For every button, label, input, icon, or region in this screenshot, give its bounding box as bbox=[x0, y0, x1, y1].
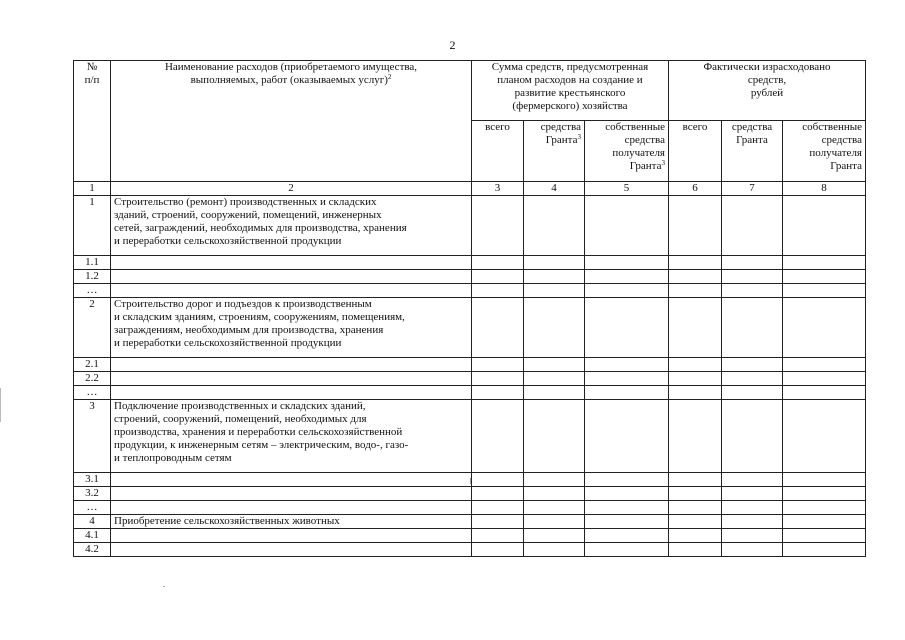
header-planned-grant: средства Гранта$^3$ bbox=[524, 121, 585, 182]
amount-cell bbox=[585, 529, 669, 543]
amount-cell bbox=[669, 298, 722, 358]
amount-cell bbox=[722, 256, 783, 270]
amount-cell bbox=[722, 543, 783, 557]
row-description: Приобретение сельскохозяйственных животных bbox=[111, 515, 472, 529]
table-row bbox=[74, 400, 866, 473]
scan-edge-mark bbox=[0, 388, 1, 422]
amount-cell bbox=[722, 284, 783, 298]
column-number: 2 bbox=[111, 182, 472, 196]
pen-mark bbox=[470, 478, 471, 484]
amount-cell bbox=[783, 358, 866, 372]
amount-cell bbox=[472, 372, 524, 386]
row-number: 2 bbox=[74, 298, 111, 358]
row-number: 3 bbox=[74, 400, 111, 473]
row-number: 2.1 bbox=[74, 358, 111, 372]
amount-cell bbox=[722, 372, 783, 386]
row-number: … bbox=[74, 501, 111, 515]
amount-cell bbox=[472, 501, 524, 515]
table-row bbox=[74, 358, 866, 372]
header-actual-total: всего bbox=[669, 121, 722, 182]
amount-cell bbox=[472, 515, 524, 529]
row-description: Строительство дорог и подъездов к производственным и складским зданиям, строениям, сооружениям, помещениям, заграждениям, необходимым для производства, хранения и переработки сельскохозяйственной продукции bbox=[111, 298, 472, 358]
amount-cell bbox=[585, 543, 669, 557]
amount-cell bbox=[669, 487, 722, 501]
amount-cell bbox=[783, 256, 866, 270]
amount-cell bbox=[783, 298, 866, 358]
row-description bbox=[111, 372, 472, 386]
amount-cell bbox=[669, 386, 722, 400]
amount-cell bbox=[472, 270, 524, 284]
amount-cell bbox=[669, 515, 722, 529]
amount-cell bbox=[524, 515, 585, 529]
amount-cell bbox=[722, 196, 783, 256]
amount-cell bbox=[722, 529, 783, 543]
amount-cell bbox=[472, 543, 524, 557]
amount-cell bbox=[472, 298, 524, 358]
amount-cell bbox=[722, 400, 783, 473]
column-number: 1 bbox=[74, 182, 111, 196]
amount-cell bbox=[524, 372, 585, 386]
row-description bbox=[111, 487, 472, 501]
column-number: 3 bbox=[472, 182, 524, 196]
row-number: 4 bbox=[74, 515, 111, 529]
amount-cell bbox=[524, 386, 585, 400]
amount-cell bbox=[472, 386, 524, 400]
amount-cell bbox=[722, 386, 783, 400]
column-numbers-row bbox=[74, 182, 866, 196]
row-number: 3.1 bbox=[74, 473, 111, 487]
column-number: 4 bbox=[524, 182, 585, 196]
amount-cell bbox=[524, 298, 585, 358]
amount-cell bbox=[669, 270, 722, 284]
amount-cell bbox=[669, 501, 722, 515]
table-row bbox=[74, 386, 866, 400]
amount-cell bbox=[585, 515, 669, 529]
amount-cell bbox=[524, 270, 585, 284]
table-row bbox=[74, 196, 866, 256]
amount-cell bbox=[524, 400, 585, 473]
row-description bbox=[111, 256, 472, 270]
amount-cell bbox=[472, 400, 524, 473]
amount-cell bbox=[669, 256, 722, 270]
table-row bbox=[74, 270, 866, 284]
header-actual-grant: средства Гранта bbox=[722, 121, 783, 182]
amount-cell bbox=[524, 473, 585, 487]
amount-cell bbox=[669, 196, 722, 256]
amount-cell bbox=[524, 543, 585, 557]
row-number: 4.2 bbox=[74, 543, 111, 557]
amount-cell bbox=[783, 487, 866, 501]
row-description bbox=[111, 270, 472, 284]
row-number: 1 bbox=[74, 196, 111, 256]
row-number: 1.1 bbox=[74, 256, 111, 270]
amount-cell bbox=[783, 501, 866, 515]
table-row bbox=[74, 284, 866, 298]
row-number: 3.2 bbox=[74, 487, 111, 501]
row-description bbox=[111, 386, 472, 400]
amount-cell bbox=[722, 501, 783, 515]
amount-cell bbox=[585, 473, 669, 487]
amount-cell bbox=[472, 256, 524, 270]
amount-cell bbox=[524, 358, 585, 372]
row-description: Подключение производственных и складских зданий, строений, сооружений, помещений, необходимых для производства, хранения и переработки сельскохозяйственной продукции, к инженерным сетям – электрическим, водо-, газо- и теплопроводным сетям bbox=[111, 400, 472, 473]
header-planned-total: всего bbox=[472, 121, 524, 182]
amount-cell bbox=[722, 358, 783, 372]
row-description bbox=[111, 529, 472, 543]
amount-cell bbox=[472, 284, 524, 298]
amount-cell bbox=[524, 487, 585, 501]
amount-cell bbox=[669, 372, 722, 386]
amount-cell bbox=[669, 529, 722, 543]
row-description bbox=[111, 473, 472, 487]
row-description bbox=[111, 358, 472, 372]
header-planned-group: Сумма средств, предусмотренная планом расходов на создание и развитие крестьянского (фермерского) хозяйства bbox=[472, 61, 669, 121]
amount-cell bbox=[472, 529, 524, 543]
amount-cell bbox=[669, 473, 722, 487]
amount-cell bbox=[783, 372, 866, 386]
header-actual-own: собственные средства получателя Гранта bbox=[783, 121, 866, 182]
header-num: № п/п bbox=[74, 61, 111, 182]
amount-cell bbox=[722, 487, 783, 501]
amount-cell bbox=[472, 487, 524, 501]
row-number: 4.1 bbox=[74, 529, 111, 543]
table-row bbox=[74, 256, 866, 270]
table-row bbox=[74, 529, 866, 543]
amount-cell bbox=[585, 284, 669, 298]
amount-cell bbox=[669, 358, 722, 372]
row-description bbox=[111, 501, 472, 515]
amount-cell bbox=[472, 473, 524, 487]
amount-cell bbox=[585, 501, 669, 515]
amount-cell bbox=[783, 473, 866, 487]
amount-cell bbox=[524, 501, 585, 515]
amount-cell bbox=[585, 270, 669, 284]
column-number: 5 bbox=[585, 182, 669, 196]
row-number: 2.2 bbox=[74, 372, 111, 386]
table-row bbox=[74, 372, 866, 386]
amount-cell bbox=[585, 196, 669, 256]
header-name: Наименование расходов (приобретаемого имущества, выполняемых, работ (оказываемых услуг)$^2$ bbox=[111, 61, 472, 182]
amount-cell bbox=[585, 400, 669, 473]
row-number: 1.2 bbox=[74, 270, 111, 284]
row-description bbox=[111, 543, 472, 557]
amount-cell bbox=[585, 386, 669, 400]
table-row bbox=[74, 543, 866, 557]
amount-cell bbox=[585, 487, 669, 501]
row-number: … bbox=[74, 284, 111, 298]
table-row bbox=[74, 515, 866, 529]
column-number: 7 bbox=[722, 182, 783, 196]
amount-cell bbox=[524, 256, 585, 270]
amount-cell bbox=[585, 256, 669, 270]
amount-cell bbox=[585, 358, 669, 372]
header-planned-own: собственные средства получателя Гранта$^3$ bbox=[585, 121, 669, 182]
row-number: … bbox=[74, 386, 111, 400]
column-number: 6 bbox=[669, 182, 722, 196]
amount-cell bbox=[669, 284, 722, 298]
row-description bbox=[111, 284, 472, 298]
amount-cell bbox=[783, 270, 866, 284]
amount-cell bbox=[585, 298, 669, 358]
amount-cell bbox=[783, 386, 866, 400]
table-row bbox=[74, 501, 866, 515]
page-number: 2 bbox=[449, 38, 456, 52]
amount-cell bbox=[524, 196, 585, 256]
amount-cell bbox=[722, 515, 783, 529]
amount-cell bbox=[669, 543, 722, 557]
amount-cell bbox=[524, 284, 585, 298]
amount-cell bbox=[783, 196, 866, 256]
amount-cell bbox=[669, 400, 722, 473]
column-number: 8 bbox=[783, 182, 866, 196]
amount-cell bbox=[783, 515, 866, 529]
table-row bbox=[74, 298, 866, 358]
table-row bbox=[74, 487, 866, 501]
amount-cell bbox=[783, 400, 866, 473]
amount-cell bbox=[472, 358, 524, 372]
scan-speck bbox=[163, 586, 165, 587]
amount-cell bbox=[524, 529, 585, 543]
amount-cell bbox=[722, 298, 783, 358]
amount-cell bbox=[722, 473, 783, 487]
amount-cell bbox=[722, 270, 783, 284]
amount-cell bbox=[783, 529, 866, 543]
row-description: Строительство (ремонт) производственных и складских зданий, строений, сооружений, помещений, инженерных сетей, заграждений, необходимых для производства, хранения и переработки сельскохозяйственной продукции bbox=[111, 196, 472, 256]
amount-cell bbox=[783, 543, 866, 557]
amount-cell bbox=[585, 372, 669, 386]
amount-cell bbox=[472, 196, 524, 256]
amount-cell bbox=[783, 284, 866, 298]
header-actual-group: Фактически израсходовано средств, рублей bbox=[669, 61, 866, 121]
